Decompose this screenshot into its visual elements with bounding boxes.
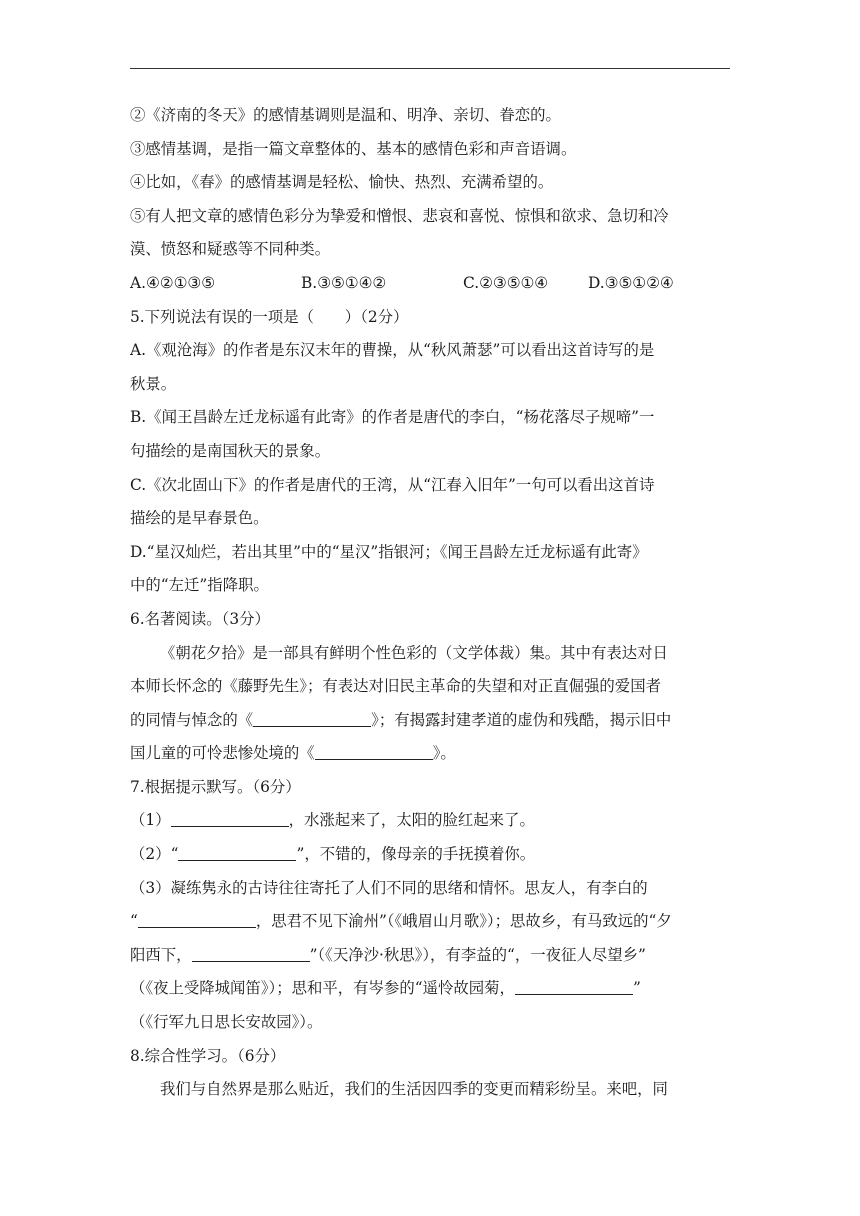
answer-blank[interactable]: [192, 946, 310, 962]
q7-title: 7.根据提示默写。（6分）: [130, 777, 301, 796]
q6-line-4: [130, 741, 730, 775]
document-content: [130, 103, 730, 1111]
answer-blank[interactable]: [253, 711, 371, 727]
q7-item-3: （3）凝练隽永的古诗往往寄托了人们不同的思绪和情怀。思友人，有李白的: [130, 878, 648, 897]
q7-text: ，思君不见下渝州”（《峨眉山月歌》）；思故乡，有马致远的“夕: [255, 912, 672, 931]
sentence-5-cont: 漠、愤怒和疑惑等不同种类。: [130, 240, 331, 259]
option-b: B.③⑤①④②: [301, 273, 387, 292]
sentence-2: ②《济南的冬天》的感情基调则是温和、明净、亲切、眷恋的。: [130, 106, 561, 124]
sentence-5: ⑤有人把文章的感情色彩分为挚爱和憎恨、悲哀和喜悦、惊惧和欲求、急切和冷: [130, 206, 669, 225]
q5-option-d-cont: 中的“左迁”指降职。: [130, 576, 269, 595]
q5-title: 5.下列说法有误的一项是（ ）（2分）: [130, 307, 409, 326]
answer-blank[interactable]: [171, 811, 289, 827]
q5-option-b-cont: 句描绘的是南国秋天的景象。: [130, 441, 331, 460]
q6-text: 的同情与悼念的《: [130, 710, 254, 729]
q7-item-3-cont: （《行军九日思长安故园》）。: [130, 1013, 323, 1032]
q6-line-1: 《朝花夕拾》是一部具有鲜明个性色彩的（文学体裁）集。其中有表达对日: [160, 643, 668, 662]
q8-line-1: 我们与自然界是那么贴近，我们的生活因四季的变更而精彩纷呈。来吧，同: [160, 1080, 668, 1099]
q5-option-a: A.《观沧海》的作者是东汉末年的曹操，从“秋风萧瑟”可以看出这首诗写的是: [130, 341, 655, 360]
q5-option-b: B.《闻王昌龄左迁龙标遥有此寄》的作者是唐代的李白，“杨花落尽子规啼”一: [130, 408, 655, 427]
q7-text: ”，不错的，像母亲的手抚摸着你。: [296, 845, 536, 864]
answer-blank[interactable]: [178, 845, 296, 861]
q7-item-3-cont: [130, 976, 730, 1010]
q6-line-2: 本师长怀念的《藤野先生》；有表达对旧民主革命的失望和对正直倔强的爱国者: [130, 677, 661, 696]
option-a: A.④②①③⑤: [130, 273, 215, 292]
q7-item-3-cont: [130, 909, 730, 943]
option-d: D.③⑤①②④: [588, 273, 674, 292]
q7-text: ”: [632, 979, 641, 998]
q4-options: [130, 271, 730, 305]
q7-text: ，水涨起来了，太阳的脸红起来了。: [288, 811, 535, 830]
q7-text: （1）: [130, 811, 171, 830]
q7-text: “: [130, 912, 138, 931]
q6-title: 6.名著阅读。（3分）: [130, 609, 270, 628]
q6-text: 》。: [432, 744, 456, 763]
q5-option-a-cont: 秋景。: [130, 374, 177, 393]
q7-item-2: [130, 842, 730, 876]
q7-text: ”（《天净沙·秋思》），有李益的“，一夜征人尽望乡”: [309, 945, 646, 964]
q7-item-1: [130, 808, 730, 842]
answer-blank[interactable]: [138, 912, 256, 928]
sentence-4: ④比如，《春》的感情基调是轻松、愉快、热烈、充满希望的。: [130, 173, 554, 192]
q5-option-c-cont: 描绘的是早春景色。: [130, 509, 269, 528]
q8-title: 8.综合性学习。（6分）: [130, 1046, 286, 1065]
q7-text: （《夜上受降城闻笛》）；思和平，有岑参的“遥怜故园菊，: [130, 979, 515, 998]
q6-text: 国儿童的可怜悲惨处境的《: [130, 744, 315, 763]
sentence-3: ③感情基调，是指一篇文章整体的、基本的感情色彩和声音语调。: [130, 139, 577, 158]
option-c: C.②③⑤①④: [463, 273, 549, 292]
q7-item-3-cont: [130, 943, 730, 977]
q5-option-c: C.《次北固山下》的作者是唐代的王湾，从“江春入旧年”一句可以看出这首诗: [130, 475, 655, 494]
answer-blank[interactable]: [515, 979, 633, 995]
q5-option-d: D.“星汉灿烂，若出其里”中的“星汉”指银河；《闻王昌龄左迁龙标遥有此寄》: [130, 542, 648, 561]
header-rule: [130, 68, 730, 69]
q6-text: 》；有揭露封建孝道的虚伪和残酷，揭示旧中: [371, 710, 672, 729]
q7-text: 阳西下，: [130, 945, 192, 964]
q6-line-3: [130, 708, 730, 742]
answer-blank[interactable]: [315, 744, 433, 760]
q7-text: （2）“: [130, 845, 179, 864]
